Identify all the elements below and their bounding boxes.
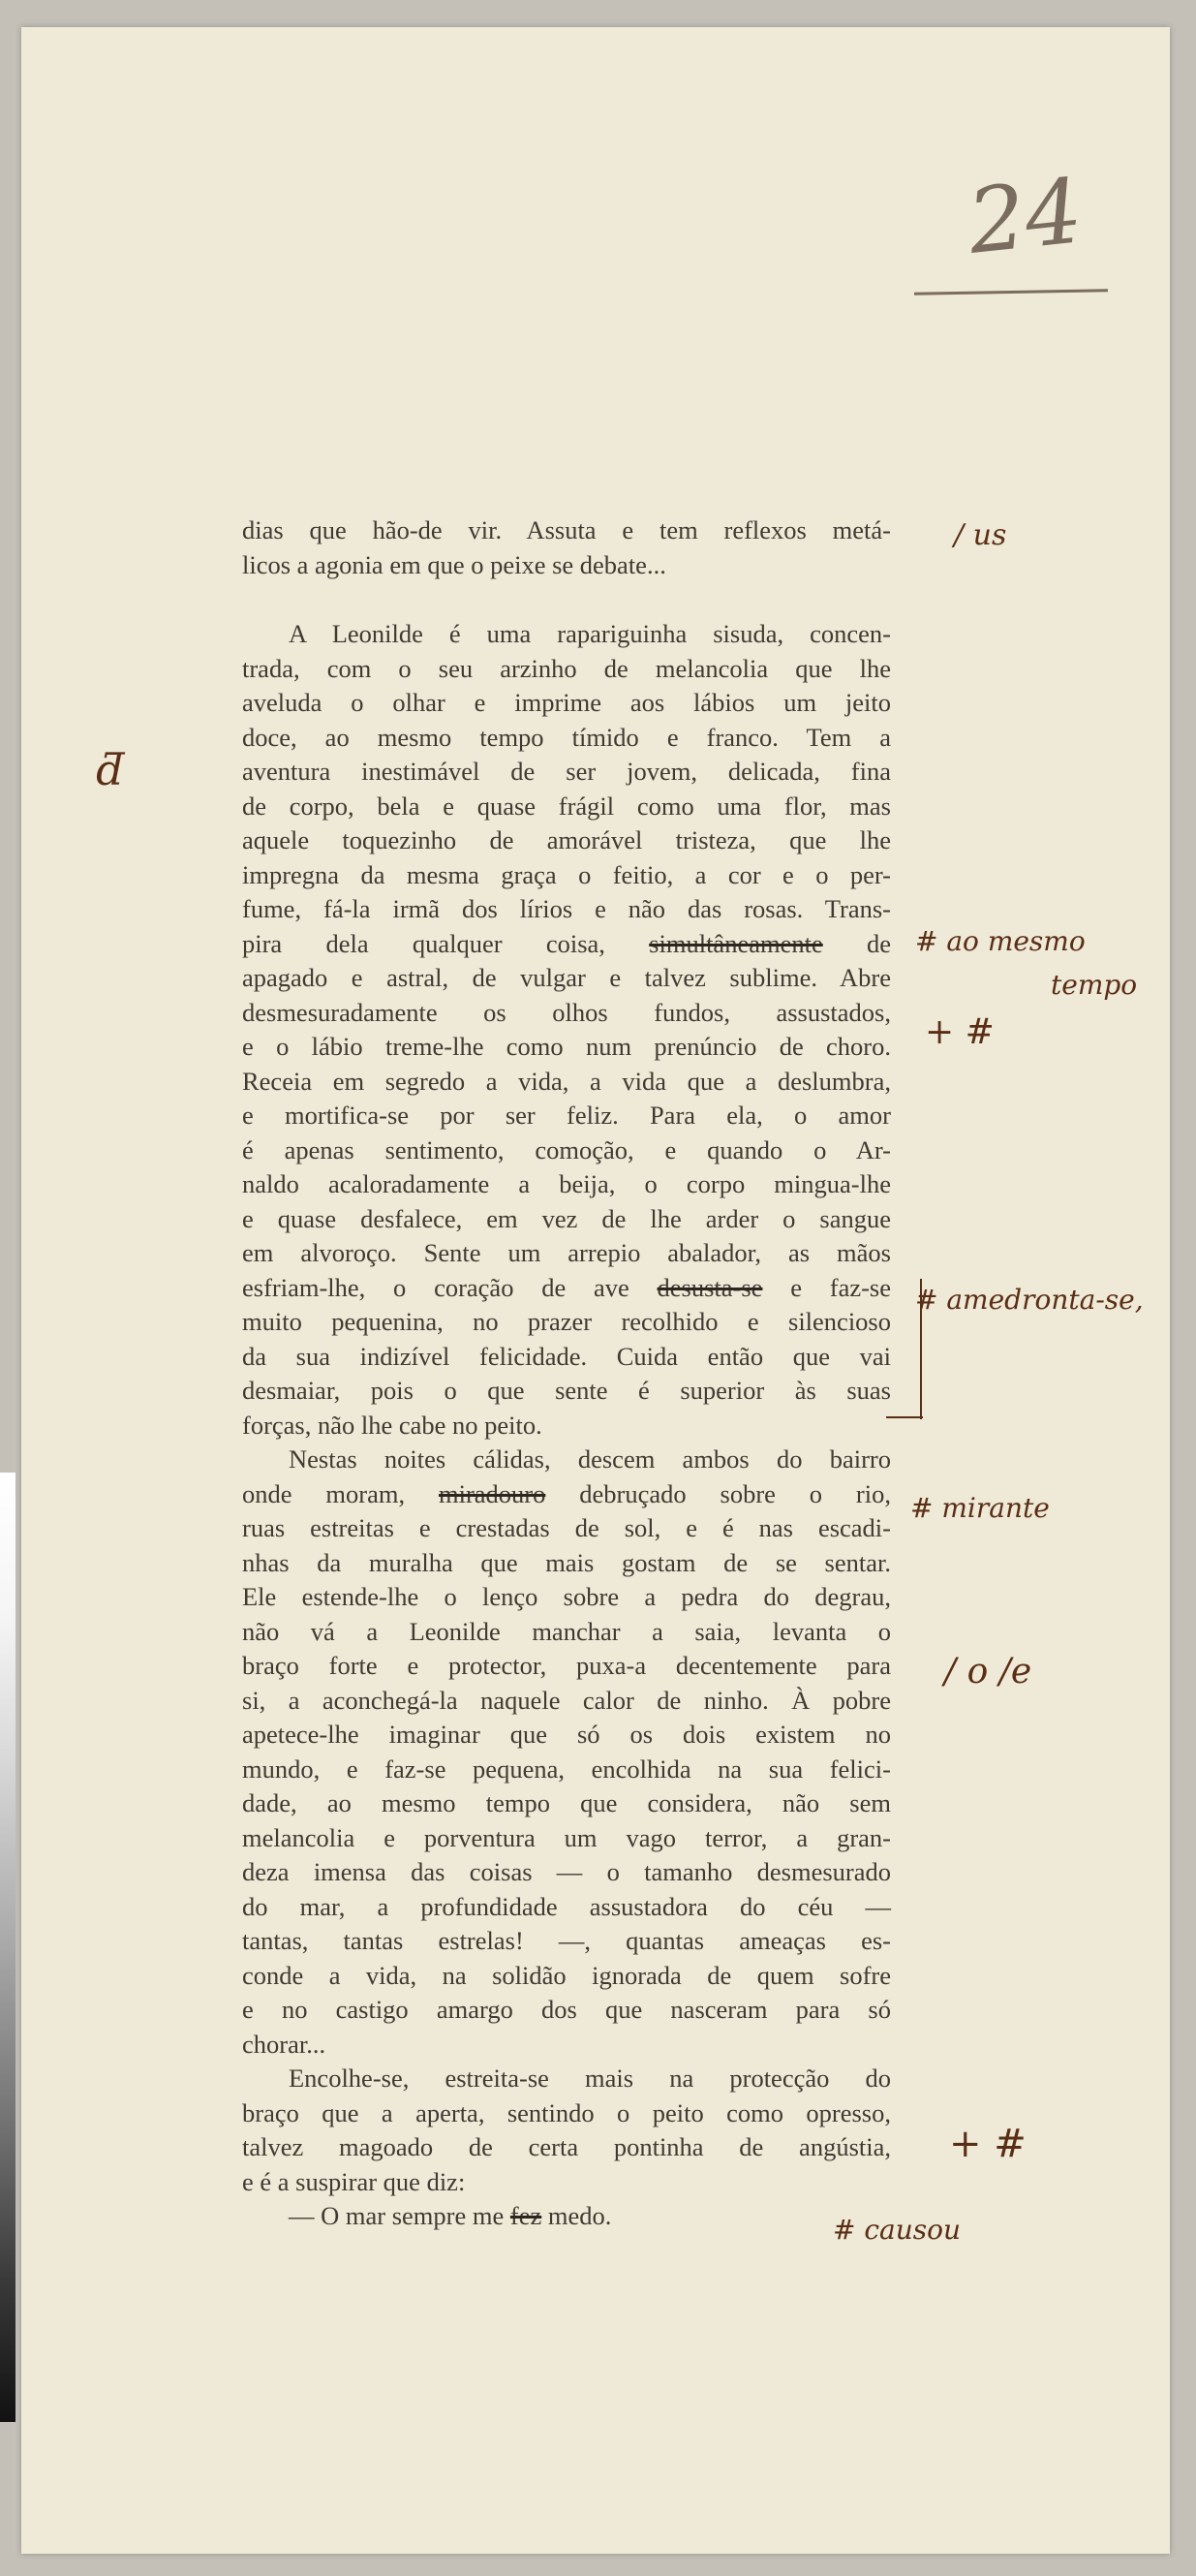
text-line: dias que hão-de vir. Assuta e tem reflexos metá- (242, 515, 891, 544)
margin-note-ao-mesmo: # ao mesmo (915, 925, 1086, 957)
text-line: não vá a Leonilde manchar a saia, levanta o (242, 1616, 891, 1646)
text-line: muito pequenina, no prazer recolhido e silencioso (242, 1307, 891, 1336)
margin-note-o-e: / o /e (944, 1652, 1032, 1691)
text-line: aventura inestimável de ser jovem, delicada, fina (242, 757, 891, 786)
text-line: forças, não lhe cabe no peito. (242, 1410, 542, 1440)
text-line: em alvoroço. Sente um arrepio abalador, as mãos (242, 1238, 891, 1267)
line-end: medo. (541, 2201, 612, 2230)
text-line-with-strike (242, 2199, 891, 2234)
line-start: onde moram, (242, 1478, 439, 1508)
text-line: tantas, tantas estrelas! —, quantas ameaças es- (242, 1926, 891, 1955)
struck-word: fez (509, 2201, 542, 2230)
margin-bracket (920, 1279, 922, 1419)
text-line: apetece-lhe imaginar que só os dois existem no (242, 1720, 891, 1749)
text-line: ruas estreitas e crestadas de sol, e é nas escadi- (242, 1513, 891, 1542)
text-line: aveluda o olhar e imprime aos lábios um jeito (242, 688, 891, 717)
text-line: conde a vida, na solidão ignorada de quem sofre (242, 1960, 891, 1990)
line-end: debruçado sobre o rio, (545, 1478, 891, 1508)
text-line: desmesuradamente os olhos fundos, assustados, (242, 997, 891, 1027)
struck-word: simultâneamente (649, 928, 823, 958)
text-line: fume, fá-la irmã dos lírios e não das rosas. Trans- (242, 894, 891, 923)
text-line: Receia em segredo a vida, a vida que a deslumbra, (242, 1066, 891, 1096)
line-end: e faz-se (762, 1272, 891, 1302)
margin-note-tempo: tempo (1051, 969, 1138, 1001)
text-line: Encolhe-se, estreita-se mais na protecção do (289, 2064, 891, 2093)
margin-note-mirante: # mirante (910, 1492, 1050, 1524)
text-line: e quase desfalece, em vez de lhe arder o sangue (242, 1203, 891, 1233)
line-start: — O mar sempre me (289, 2201, 510, 2230)
text-line-with-strike (242, 1271, 891, 1306)
text-line: braço que a aperta, sentindo o peito como opresso, (242, 2097, 891, 2127)
text-line: aquele toquezinho de amorável tristeza, que lhe (242, 825, 891, 854)
text-line: Nestas noites cálidas, descem ambos do bairro (289, 1444, 891, 1474)
text-line: da sua indizível felicidade. Cuida então que vai (242, 1341, 891, 1371)
margin-bracket-tick (886, 1416, 923, 1418)
margin-note-plus-hash-1: + # (925, 1012, 995, 1052)
text-line: e é a suspirar que diz: (242, 2166, 466, 2196)
text-line: mundo, e faz-se pequena, encolhida na sua felici- (242, 1754, 891, 1784)
text-line: do mar, a profundidade assustadora do céu — (242, 1891, 891, 1921)
text-line: e o lábio treme-lhe como num prenúncio de choro. (242, 1032, 891, 1061)
page-number: 24 (963, 159, 1088, 274)
text-line-with-strike (242, 927, 891, 962)
scan-calibration-strip (0, 1473, 15, 2422)
line-start: esfriam-lhe, o coração de ave (242, 1272, 658, 1302)
line-start: pira dela qualquer coisa, (242, 928, 650, 958)
text-line-with-strike (242, 1477, 891, 1512)
text-line: apagado e astral, de vulgar e talvez sublime. Abre (242, 963, 891, 992)
margin-mark-left: ƌ (97, 746, 125, 795)
text-line: de corpo, bela e quase frágil como uma flor, mas (242, 791, 891, 821)
struck-word: desusta-se (657, 1272, 763, 1302)
text-line: deza imensa das coisas — o tamanho desmesurado (242, 1857, 891, 1886)
paragraph-gap (242, 582, 891, 617)
text-line: e no castigo amargo dos que nasceram para só (242, 1995, 891, 2024)
text-line: e mortifica-se por ser feliz. Para ela, o amor (242, 1101, 891, 1130)
margin-note-amedronta: # amedronta-se, (915, 1284, 1144, 1316)
text-line: chorar... (242, 2029, 326, 2059)
text-line: braço forte e protector, puxa-a decentemente para (242, 1651, 891, 1680)
text-line: é apenas sentimento, comoção, e quando o Ar- (242, 1134, 891, 1164)
text-line: dade, ao mesmo tempo que considera, não sem (242, 1788, 891, 1817)
margin-note-causou: # causou (833, 2214, 962, 2246)
text-line: naldo acaloradamente a beija, o corpo mingua-lhe (242, 1169, 891, 1198)
text-line: melancolia e porventura um vago terror, a gran- (242, 1822, 891, 1852)
margin-note-us: / us (954, 518, 1007, 552)
text-line: desmaiar, pois o que sente é superior às suas (242, 1376, 891, 1405)
text-line: talvez magoado de certa pontinha de angústia, (242, 2132, 891, 2161)
text-line: impregna da mesma graça o feitio, a cor e o per- (242, 859, 891, 889)
text-line: nhas da muralha que mais gostam de se sentar. (242, 1547, 891, 1577)
text-line: Ele estende-lhe o lenço sobre a pedra do degrau, (242, 1582, 891, 1611)
text-line: licos a agonia em que o peixe se debate... (242, 549, 666, 579)
struck-word: miradouro (438, 1478, 546, 1508)
typed-body-text (242, 513, 891, 2234)
text-line: A Leonilde é uma rapariguinha sisuda, concen- (289, 619, 891, 648)
line-end: de (822, 928, 892, 958)
margin-note-plus-hash-2: + # (949, 2122, 1027, 2166)
text-line: doce, ao mesmo tempo tímido e franco. Tem a (242, 722, 891, 752)
text-line: trada, com o seu arzinho de melancolia que lhe (242, 653, 891, 683)
text-line: si, a aconchegá-la naquele calor de ninho. À pobre (242, 1685, 891, 1715)
